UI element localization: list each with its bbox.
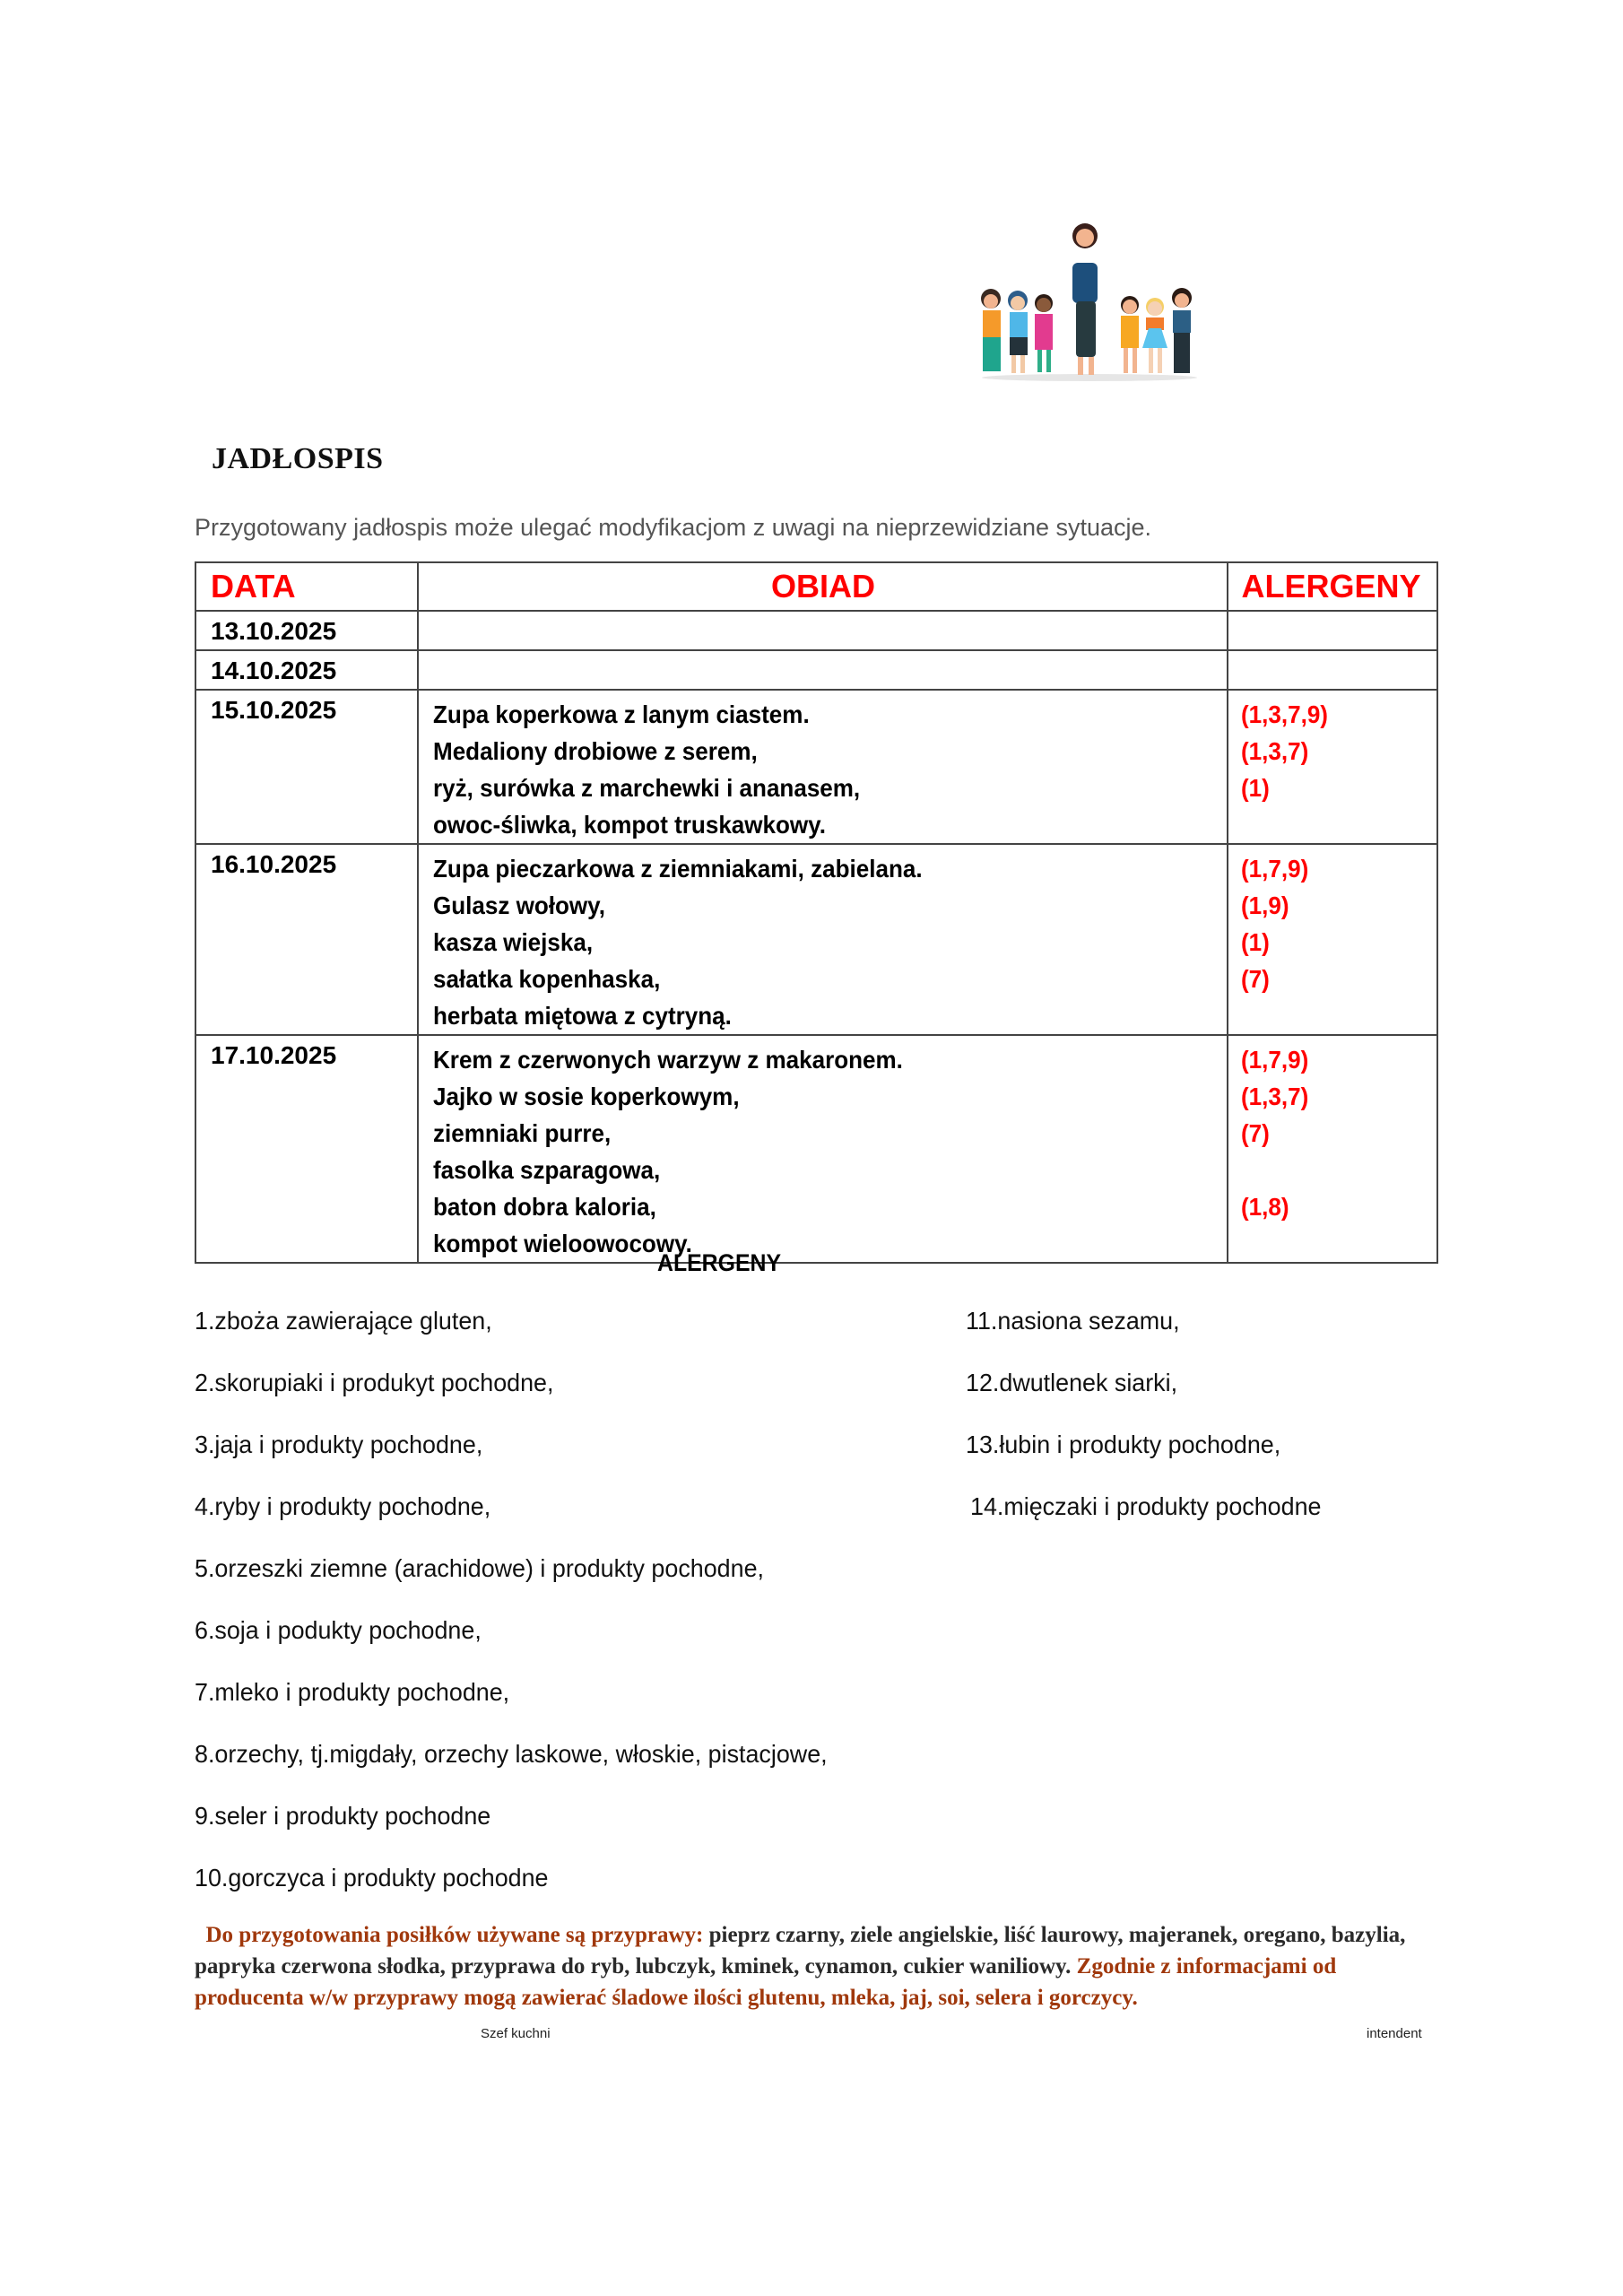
column-header-allergens: ALERGENY: [1228, 562, 1437, 611]
allergen-codes: [1241, 1152, 1422, 1188]
allergen-legend-item: 3.jaja i produkty pochodne,: [195, 1431, 483, 1458]
allergen-cell: [1228, 844, 1437, 1035]
table-row: [195, 650, 1437, 690]
allergen-codes: (1): [1241, 774, 1271, 802]
meal-cell: [418, 1035, 1228, 1263]
meal-item: Zupa koperkowa z lanym ciastem.: [433, 700, 811, 728]
table-row: [195, 1035, 1437, 1263]
spices-list: pieprz czarny, ziele angielskie, liść laurowy, majeranek, oregano, bazylia, papryka czerwona słodka, przyprawa do ryb, lubczyk, kminek, cynamon, cukier waniliowy.: [195, 1923, 1406, 1979]
allergen-codes: (7): [1241, 965, 1271, 993]
allergen-codes: (1,3,7): [1241, 737, 1309, 765]
allergen-codes: [1241, 997, 1422, 1034]
allergen-legend-item: 14.mięczaki i produkty pochodne: [970, 1492, 1322, 1520]
meal-item: owoc-śliwka, kompot truskawkowy.: [433, 811, 827, 839]
allergen-legend-item: 4.ryby i produkty pochodne,: [195, 1492, 491, 1520]
meal-item: sałatka kopenhaska,: [433, 965, 661, 993]
meal-item: ziemniaki purre,: [433, 1119, 612, 1147]
allergen-legend-item: 8.orzechy, tj.migdały, orzechy laskowe, włoskie, pistacjowe,: [195, 1740, 828, 1768]
meal-cell: [418, 690, 1228, 844]
allergen-legend-item: 13.łubin i produkty pochodne,: [966, 1431, 1281, 1458]
allergen-legend-item: 10.gorczyca i produkty pochodne: [195, 1864, 549, 1892]
meal-cell: [418, 844, 1228, 1035]
allergen-codes: (1): [1241, 928, 1271, 956]
meal-item: baton dobra kaloria,: [433, 1193, 657, 1221]
meal-item: kompot wieloowocowy.: [433, 1230, 693, 1257]
allergen-legend-item: 1.zboża zawierające gluten,: [195, 1307, 492, 1335]
meal-item: Krem z czerwonych warzyw z makaronem.: [433, 1046, 904, 1074]
intendent-signature-label: intendent: [1367, 2026, 1422, 2041]
document-title: JADŁOSPIS: [212, 442, 384, 475]
meal-item: herbata miętowa z cytryną.: [433, 1002, 733, 1030]
allergen-legend-heading: ALERGENY: [657, 1249, 782, 1276]
menu-table: [195, 561, 1438, 1264]
allergen-legend-item: 11.nasiona sezamu,: [966, 1307, 1180, 1335]
table-row: [195, 611, 1437, 650]
spices-label: Do przygotowania posiłków używane są przyprawy:: [205, 1923, 704, 1947]
allergen-legend-item: 12.dwutlenek siarki,: [966, 1369, 1178, 1396]
date-cell: 16.10.2025: [195, 844, 418, 1035]
teacher-with-children-illustration: [968, 213, 1211, 384]
date-cell: 15.10.2025: [195, 690, 418, 844]
spices-warning: Zgodnie z informacjami od producenta w/w przyprawy mogą zawierać śladowe ilości glutenu, mleka, jaj, soi, selera i gorczycy.: [195, 1954, 1337, 2010]
allergen-codes: (1,7,9): [1241, 855, 1309, 883]
meal-item: Gulasz wołowy,: [433, 891, 606, 919]
spices-note: [195, 1919, 1450, 2013]
column-header-date: DATA: [195, 562, 418, 611]
column-header-meal: OBIAD: [418, 562, 1228, 611]
allergen-codes: [1241, 806, 1422, 843]
meal-item: ryż, surówka z marchewki i ananasem,: [433, 774, 861, 802]
allergen-legend-item: 7.mleko i produkty pochodne,: [195, 1678, 510, 1706]
allergen-cell: [1228, 690, 1437, 844]
meal-item: kasza wiejska,: [433, 928, 594, 956]
allergen-codes: (1,7,9): [1241, 1046, 1309, 1074]
teacher-with-children-icon: [968, 213, 1211, 384]
allergen-codes: (7): [1241, 1119, 1271, 1147]
menu-disclaimer: Przygotowany jadłospis może ulegać modyfikacjom z uwagi na nieprzewidziane sytuacje.: [195, 514, 1152, 541]
allergen-legend-item: 5.orzeszki ziemne (arachidowe) i produkty pochodne,: [195, 1554, 764, 1582]
allergen-cell: [1228, 1035, 1437, 1263]
chef-signature-label: Szef kuchni: [481, 2026, 551, 2041]
allergen-legend-item: 6.soja i podukty pochodne,: [195, 1616, 482, 1644]
date-cell: 14.10.2025: [195, 650, 418, 690]
allergen-legend-item: 2.skorupiaki i produkyt pochodne,: [195, 1369, 554, 1396]
allergen-codes: [1241, 1225, 1422, 1262]
meal-item: Medaliony drobiowe z serem,: [433, 737, 759, 765]
date-cell: 17.10.2025: [195, 1035, 418, 1263]
allergen-codes: (1,9): [1241, 891, 1290, 919]
date-cell: 13.10.2025: [195, 611, 418, 650]
allergen-codes: (1,3,7): [1241, 1083, 1309, 1110]
meal-cell: [418, 650, 1228, 690]
allergen-legend-item: 9.seler i produkty pochodne: [195, 1802, 491, 1830]
allergen-codes: (1,8): [1241, 1193, 1290, 1221]
meal-cell: [418, 611, 1228, 650]
table-row: [195, 690, 1437, 844]
table-header-row: [195, 562, 1437, 611]
meal-item: Jajko w sosie koperkowym,: [433, 1083, 741, 1110]
allergen-codes: (1,3,7,9): [1241, 700, 1329, 728]
meal-item: fasolka szparagowa,: [433, 1156, 661, 1184]
allergen-cell: [1228, 611, 1437, 650]
meal-item: Zupa pieczarkowa z ziemniakami, zabielana.: [433, 855, 924, 883]
table-row: [195, 844, 1437, 1035]
allergen-cell: [1228, 650, 1437, 690]
